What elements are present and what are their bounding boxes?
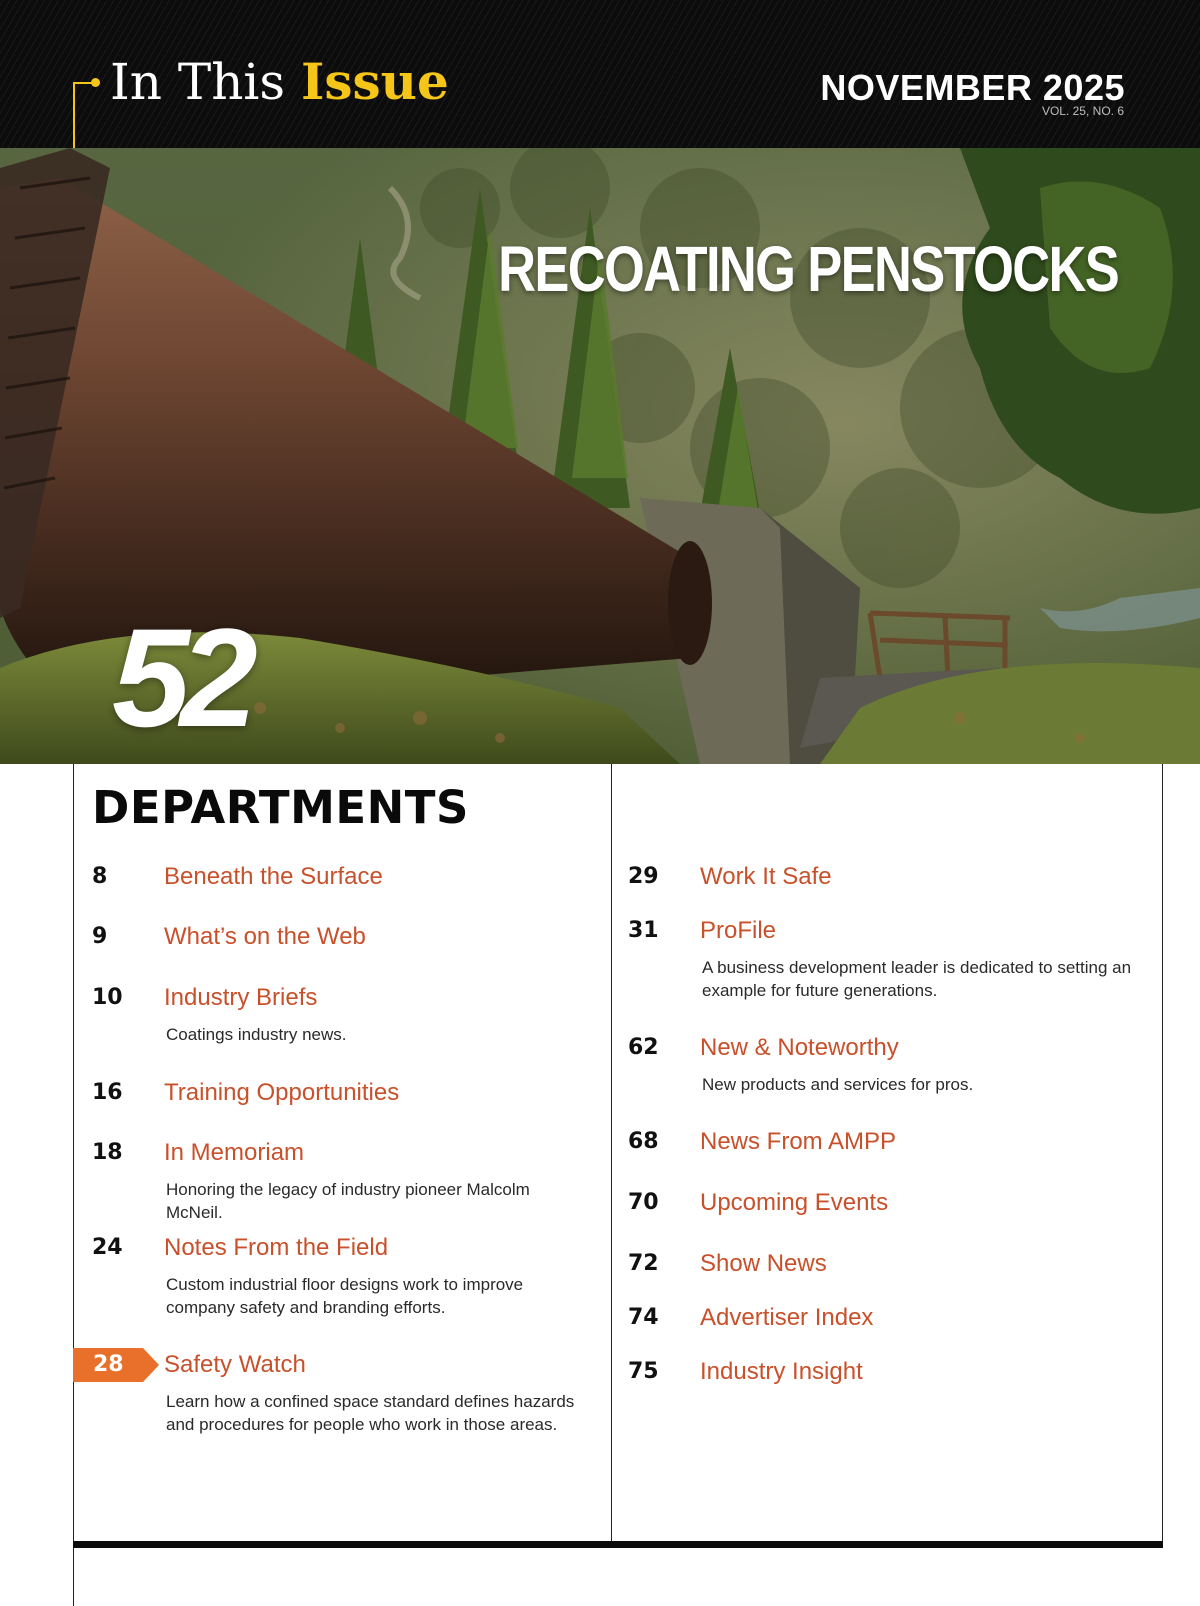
header-accent-dot [91, 78, 100, 87]
toc-description: New products and services for pros. [702, 1075, 974, 1094]
toc-title-link[interactable]: Advertiser Index [700, 1304, 874, 1331]
toc-page-number: 16 [92, 1080, 123, 1105]
toc-title-link[interactable]: What’s on the Web [164, 923, 366, 950]
issue-volume: VOL. 25, NO. 6 [1041, 104, 1124, 118]
toc-page-number: 8 [92, 864, 108, 889]
toc-page-number: 68 [628, 1129, 659, 1154]
toc-description: Learn how a confined space standard defines hazards and procedures for people who work in those areas. [166, 1392, 575, 1434]
toc-page-number: 75 [628, 1359, 659, 1384]
page-title-highlight: Issue [300, 52, 449, 111]
badge-page-number: 28 [93, 1352, 124, 1377]
toc-title-link[interactable]: Show News [700, 1250, 827, 1277]
toc-page-number: 31 [628, 918, 659, 943]
page-title-prefix: In This [110, 53, 301, 111]
toc-title-link[interactable]: New & Noteworthy [700, 1034, 899, 1061]
right-rule [1162, 764, 1163, 1542]
header-accent-line [73, 82, 75, 148]
toc-title-link[interactable]: Beneath the Surface [164, 863, 383, 890]
toc-page-number: 29 [628, 864, 659, 889]
cover-story-headline[interactable]: RECOATING PENSTOCKS [497, 233, 1118, 305]
page-header [0, 0, 1200, 148]
bottom-rule [73, 1541, 1163, 1548]
toc-page-number: 24 [92, 1235, 123, 1260]
toc-description: Custom industrial floor designs work to improve company safety and branding efforts. [166, 1275, 524, 1317]
cover-story-page-number: 52 [112, 599, 248, 756]
toc-title-link[interactable]: Safety Watch [164, 1351, 306, 1378]
toc-description: Honoring the legacy of industry pioneer Malcolm McNeil. [166, 1180, 530, 1222]
toc-page-number: 18 [92, 1140, 123, 1165]
toc-title-link[interactable]: Notes From the Field [164, 1234, 389, 1261]
toc-title-link[interactable]: Industry Briefs [164, 984, 318, 1011]
toc-page-number: 62 [628, 1035, 659, 1060]
toc-page-number: 74 [628, 1305, 659, 1330]
toc-description: A business development leader is dedicated to setting an example for future generations. [702, 958, 1132, 1000]
left-rule [73, 764, 74, 1606]
toc-title-link[interactable]: Work It Safe [700, 863, 832, 890]
departments-heading: DEPARTMENTS [92, 781, 469, 834]
issue-date: NOVEMBER 2025 [820, 67, 1125, 108]
cover-photo[interactable] [0, 148, 1200, 764]
toc-description: Coatings industry news. [166, 1025, 347, 1044]
toc-page-number: 9 [92, 924, 108, 949]
toc-title-link[interactable]: Upcoming Events [700, 1189, 889, 1216]
column-divider [611, 764, 612, 1542]
toc-page-number: 10 [92, 985, 123, 1010]
toc-title-link[interactable]: ProFile [700, 917, 777, 944]
toc-title-link[interactable]: Industry Insight [700, 1358, 863, 1385]
toc-title-link[interactable]: Training Opportunities [164, 1079, 400, 1106]
toc-page-number: 70 [628, 1190, 659, 1215]
page-title [110, 52, 449, 112]
toc-title-link[interactable]: News From AMPP [700, 1128, 897, 1155]
current-article-badge [73, 1348, 159, 1382]
toc-title-link[interactable]: In Memoriam [164, 1139, 305, 1166]
toc-page-number: 72 [628, 1251, 659, 1276]
